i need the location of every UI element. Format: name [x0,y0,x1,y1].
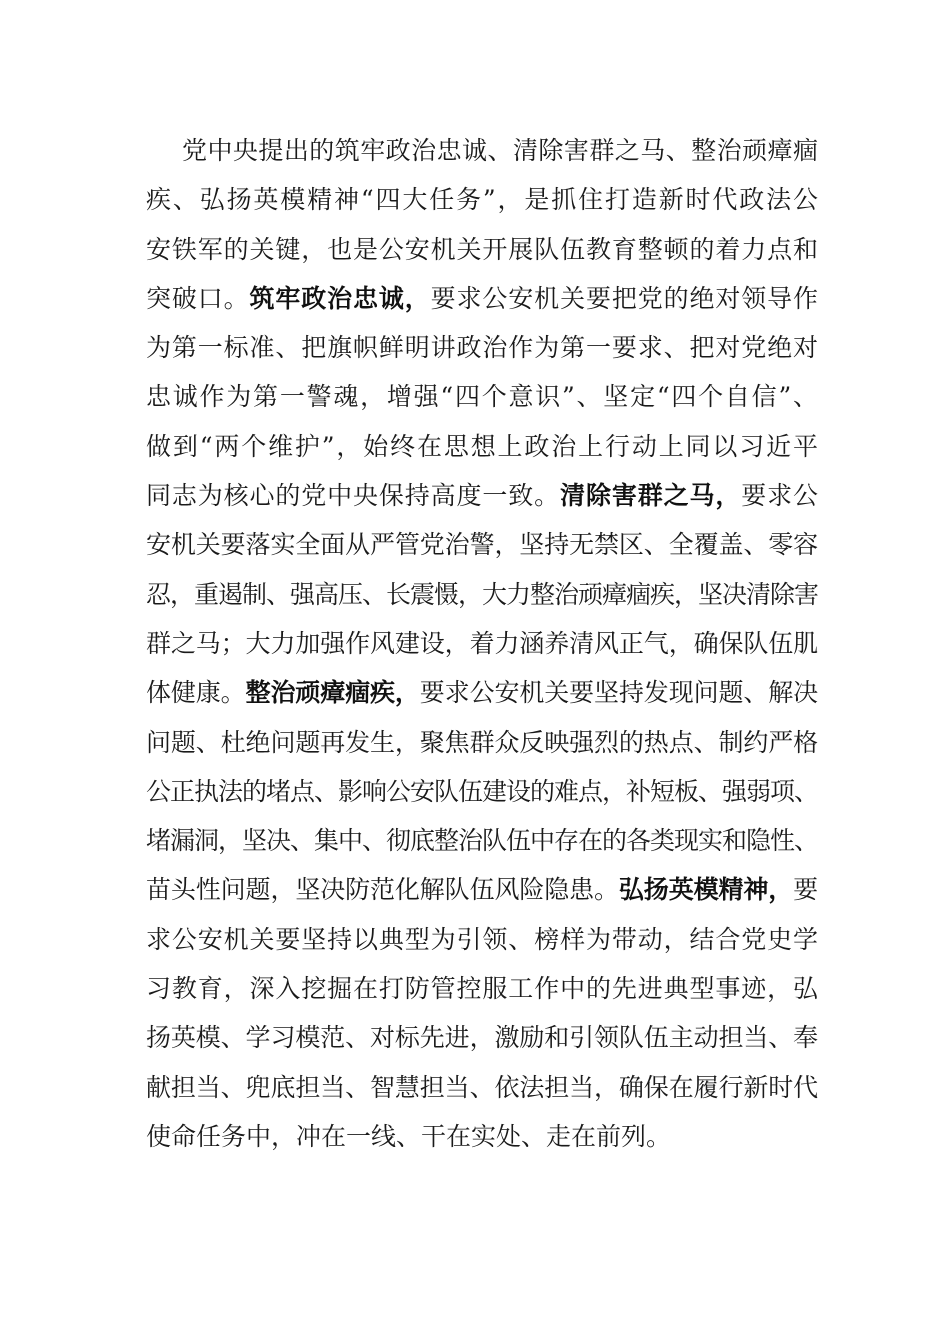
text-segment: 苗头性问题，坚决防范化解队伍风险隐患。 [146,875,619,905]
text-segment: 扬英模、学习模范、对标先进，激励和引领队伍主动担当、奉 [146,1023,819,1053]
text-segment: 习教育，深入挖掘在打防管控服工作中的先进典型事迹，弘 [146,974,818,1004]
text-segment: 安机关要落实全面从严管党治警，坚持无禁区、全覆盖、零容 [146,530,819,560]
text-segment: 为第一标准、把旗帜鲜明讲政治作为第一要求、把对党绝对 [146,333,818,363]
text-segment: 求公安机关要坚持以典型为引领、榜样为带动，结合党史学 [146,924,818,954]
text-line [146,718,818,767]
text-segment: 公正执法的堵点、影响公安队伍建设的难点，补短板、强弱项、 [146,776,819,806]
text-segment: 要求公安机关要把党的绝对领导作 [430,283,818,313]
text-segment: 忍，重遏制、强高压、长震慑，大力整治顽瘴痼疾，坚决清除害 [146,579,819,609]
text-segment: 要 [793,875,819,905]
bold-heading-phrase: 弘扬英模精神， [618,875,794,905]
text-line [146,1013,818,1062]
text-segment: 堵漏洞，坚决、集中、彻底整治队伍中存在的各类现实和隐性、 [146,826,819,856]
text-line [146,570,818,619]
text-line [146,865,818,914]
text-line [146,619,818,668]
text-line [146,323,818,372]
text-segment: 献担当、兜底担当、智慧担当、依法担当，确保在履行新时代 [146,1072,819,1102]
text-segment: 要求公 [741,481,818,511]
text-segment: 突破口。 [146,283,250,313]
text-line [146,225,818,274]
text-line [146,668,818,717]
text-segment: 要求公安机关要坚持发现问题、解决 [419,678,819,708]
text-segment: 疾、弘扬英模精神“四大任务”，是抓住打造新时代政法公 [146,185,818,215]
text-line [146,1112,818,1161]
text-segment: 使命任务中，冲在一线、干在实处、走在前列。 [146,1121,672,1151]
text-line [146,1063,818,1112]
text-segment: 同志为核心的党中央保持高度一致。 [146,481,561,511]
text-line [146,372,818,421]
text-line [146,274,818,323]
bold-heading-phrase: 筑牢政治忠诚， [249,283,431,313]
text-line [146,471,818,520]
text-line [146,964,818,1013]
text-line [146,126,818,175]
text-line [146,816,818,865]
body-paragraph [146,126,818,1161]
text-segment: 忠诚作为第一警魂，增强“四个意识”、坚定“四个自信”、 [146,382,818,412]
text-segment: 群之马；大力加强作风建设，着力涵养清风正气，确保队伍肌 [146,628,819,658]
text-line [146,520,818,569]
text-line [146,767,818,816]
text-segment: 安铁军的关键，也是公安机关开展队伍教育整顿的着力点和 [146,234,818,264]
text-segment: 问题、杜绝问题再发生，聚焦群众反映强烈的热点、制约严格 [146,727,819,757]
text-segment: 做到“两个维护”，始终在思想上政治上行动上同以习近平 [146,431,818,461]
text-line [146,175,818,224]
bold-heading-phrase: 清除害群之马， [560,481,742,511]
text-line [146,915,818,964]
text-segment: 体健康。 [146,678,246,708]
text-line [146,422,818,471]
bold-heading-phrase: 整治顽瘴痼疾， [245,678,420,708]
text-segment: 党中央提出的筑牢政治忠诚、清除害群之马、整治顽瘴痼 [182,136,818,165]
